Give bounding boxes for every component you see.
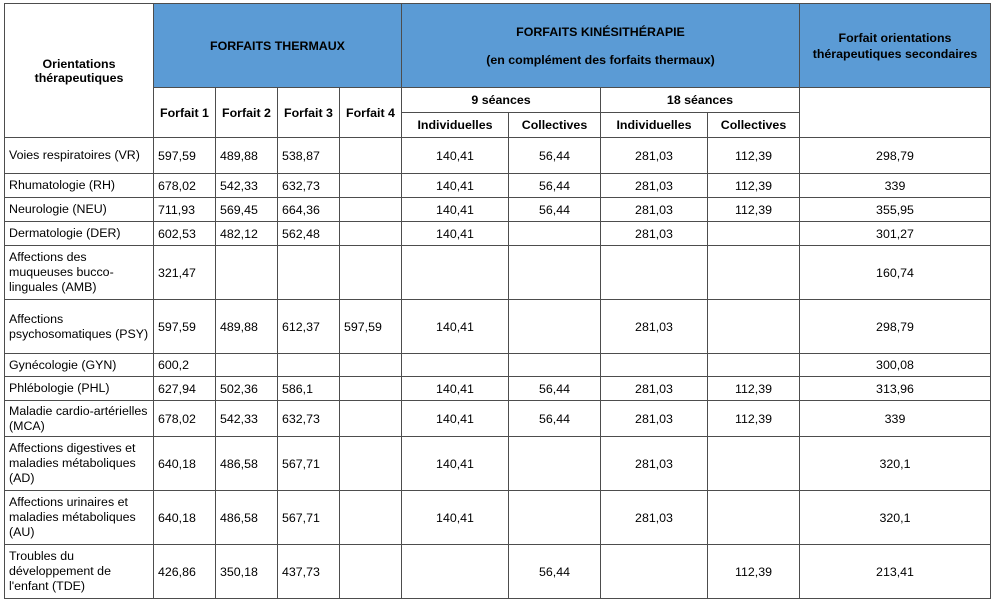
- thermal-value-3: [278, 354, 340, 377]
- kine-value-1: [402, 545, 509, 599]
- secondary-value: 339: [800, 174, 991, 198]
- thermal-value-2: [216, 246, 278, 300]
- thermal-value-2: 486,58: [216, 491, 278, 545]
- thermal-value-4: [340, 545, 402, 599]
- kine-value-2: 56,44: [509, 138, 601, 174]
- secondary-value: 313,96: [800, 377, 991, 401]
- row-label: Affections urinaires et maladies métaboliques (AU): [5, 491, 154, 545]
- orientation-header: Orientations thérapeutiques: [5, 4, 154, 138]
- thermal-value-2: 482,12: [216, 222, 278, 246]
- kine-col-4: Collectives: [708, 113, 800, 138]
- thermal-value-3: 437,73: [278, 545, 340, 599]
- thermal-value-4: [340, 401, 402, 437]
- thermal-value-3: 586,1: [278, 377, 340, 401]
- thermal-col-2: Forfait 2: [216, 88, 278, 138]
- kine-value-3: 281,03: [601, 491, 708, 545]
- kine-value-3: 281,03: [601, 174, 708, 198]
- thermal-value-3: 567,71: [278, 437, 340, 491]
- thermal-value-2: 489,88: [216, 300, 278, 354]
- thermal-value-2: 350,18: [216, 545, 278, 599]
- kine-value-4: 112,39: [708, 138, 800, 174]
- thermal-value-1: 711,93: [154, 198, 216, 222]
- tariff-table: [4, 3, 991, 599]
- kine-value-2: [509, 491, 601, 545]
- kine-subtitle: (en complément des forfaits thermaux): [486, 52, 715, 67]
- kine-value-3: 281,03: [601, 300, 708, 354]
- table-row: [5, 138, 991, 174]
- kine-value-3: 281,03: [601, 198, 708, 222]
- kine-value-2: [509, 437, 601, 491]
- thermal-header: FORFAITS THERMAUX: [154, 4, 402, 88]
- secondary-value: 160,74: [800, 246, 991, 300]
- thermal-value-1: 678,02: [154, 174, 216, 198]
- session-group-9: 9 séances: [402, 88, 601, 113]
- table-row: [5, 545, 991, 599]
- kine-value-1: [402, 354, 509, 377]
- thermal-value-4: [340, 354, 402, 377]
- thermal-value-2: 542,33: [216, 174, 278, 198]
- table-row: [5, 222, 991, 246]
- thermal-value-1: 678,02: [154, 401, 216, 437]
- row-label: Rhumatologie (RH): [5, 174, 154, 198]
- row-label: Affections psychosomatiques (PSY): [5, 300, 154, 354]
- kine-value-1: 140,41: [402, 437, 509, 491]
- kine-value-1: 140,41: [402, 300, 509, 354]
- row-label: Dermatologie (DER): [5, 222, 154, 246]
- kine-value-3: 281,03: [601, 138, 708, 174]
- table-row: [5, 437, 991, 491]
- thermal-value-4: [340, 491, 402, 545]
- secondary-header: Forfait orientations thérapeutiques secondaires: [800, 4, 991, 88]
- kine-value-1: 140,41: [402, 198, 509, 222]
- thermal-col-3: Forfait 3: [278, 88, 340, 138]
- kine-value-2: [509, 354, 601, 377]
- thermal-value-4: [340, 222, 402, 246]
- secondary-value: 339: [800, 401, 991, 437]
- secondary-value: 213,41: [800, 545, 991, 599]
- row-label: Phlébologie (PHL): [5, 377, 154, 401]
- kine-value-4: [708, 300, 800, 354]
- row-label: Affections des muqueuses bucco-linguales (AMB): [5, 246, 154, 300]
- thermal-value-3: 664,36: [278, 198, 340, 222]
- thermal-value-2: 542,33: [216, 401, 278, 437]
- table-row: [5, 300, 991, 354]
- thermal-value-1: 602,53: [154, 222, 216, 246]
- kine-value-2: 56,44: [509, 198, 601, 222]
- kine-col-3: Individuelles: [601, 113, 708, 138]
- secondary-value: 320,1: [800, 437, 991, 491]
- kine-value-4: 112,39: [708, 377, 800, 401]
- secondary-value: 355,95: [800, 198, 991, 222]
- kine-value-2: 56,44: [509, 545, 601, 599]
- kine-value-4: 112,39: [708, 401, 800, 437]
- kine-value-1: 140,41: [402, 174, 509, 198]
- thermal-value-4: 597,59: [340, 300, 402, 354]
- thermal-value-1: 600,2: [154, 354, 216, 377]
- kine-col-1: Individuelles: [402, 113, 509, 138]
- thermal-value-2: 502,36: [216, 377, 278, 401]
- row-label: Gynécologie (GYN): [5, 354, 154, 377]
- thermal-value-4: [340, 377, 402, 401]
- kine-value-3: 281,03: [601, 377, 708, 401]
- session-group-18: 18 séances: [601, 88, 800, 113]
- table-row: [5, 174, 991, 198]
- thermal-value-2: 489,88: [216, 138, 278, 174]
- kine-value-1: [402, 246, 509, 300]
- table-row: [5, 198, 991, 222]
- table-row: [5, 246, 991, 300]
- thermal-value-4: [340, 246, 402, 300]
- kine-value-4: [708, 491, 800, 545]
- kine-title: FORFAITS KINÉSITHÉRAPIE: [516, 24, 685, 39]
- row-label: Voies respiratoires (VR): [5, 138, 154, 174]
- kine-value-2: 56,44: [509, 377, 601, 401]
- kine-value-3: [601, 354, 708, 377]
- thermal-value-4: [340, 198, 402, 222]
- thermal-value-3: [278, 246, 340, 300]
- kine-value-2: [509, 246, 601, 300]
- kine-value-4: 112,39: [708, 545, 800, 599]
- secondary-value: 300,08: [800, 354, 991, 377]
- thermal-value-2: 569,45: [216, 198, 278, 222]
- kine-header: [402, 4, 800, 88]
- kine-value-4: [708, 246, 800, 300]
- kine-value-4: [708, 354, 800, 377]
- kine-value-1: 140,41: [402, 222, 509, 246]
- kine-value-3: 281,03: [601, 401, 708, 437]
- thermal-value-3: 567,71: [278, 491, 340, 545]
- thermal-value-2: 486,58: [216, 437, 278, 491]
- secondary-header-blank: [800, 88, 991, 138]
- thermal-value-1: 597,59: [154, 300, 216, 354]
- secondary-value: 320,1: [800, 491, 991, 545]
- kine-value-1: 140,41: [402, 138, 509, 174]
- row-label: Troubles du développement de l'enfant (TDE): [5, 545, 154, 599]
- kine-col-2: Collectives: [509, 113, 601, 138]
- kine-value-4: [708, 437, 800, 491]
- table-row: [5, 377, 991, 401]
- secondary-value: 298,79: [800, 138, 991, 174]
- kine-value-1: 140,41: [402, 491, 509, 545]
- kine-value-2: [509, 300, 601, 354]
- row-label: Neurologie (NEU): [5, 198, 154, 222]
- table-row: [5, 491, 991, 545]
- thermal-value-1: 640,18: [154, 437, 216, 491]
- thermal-col-4: Forfait 4: [340, 88, 402, 138]
- thermal-value-3: 632,73: [278, 174, 340, 198]
- row-label: Maladie cardio-artérielles (MCA): [5, 401, 154, 437]
- thermal-value-4: [340, 138, 402, 174]
- kine-value-2: [509, 222, 601, 246]
- kine-value-1: 140,41: [402, 401, 509, 437]
- thermal-value-1: 321,47: [154, 246, 216, 300]
- table-row: [5, 354, 991, 377]
- kine-value-3: [601, 246, 708, 300]
- kine-value-4: [708, 222, 800, 246]
- table-row: [5, 401, 991, 437]
- kine-value-2: 56,44: [509, 174, 601, 198]
- kine-value-3: 281,03: [601, 437, 708, 491]
- kine-value-3: [601, 545, 708, 599]
- thermal-value-3: 612,37: [278, 300, 340, 354]
- row-label: Affections digestives et maladies métaboliques (AD): [5, 437, 154, 491]
- kine-value-4: 112,39: [708, 198, 800, 222]
- thermal-value-3: 562,48: [278, 222, 340, 246]
- secondary-value: 298,79: [800, 300, 991, 354]
- kine-value-3: 281,03: [601, 222, 708, 246]
- thermal-value-1: 627,94: [154, 377, 216, 401]
- thermal-value-1: 426,86: [154, 545, 216, 599]
- thermal-col-1: Forfait 1: [154, 88, 216, 138]
- thermal-value-3: 538,87: [278, 138, 340, 174]
- thermal-value-3: 632,73: [278, 401, 340, 437]
- thermal-value-4: [340, 437, 402, 491]
- kine-value-1: 140,41: [402, 377, 509, 401]
- thermal-value-2: [216, 354, 278, 377]
- kine-value-2: 56,44: [509, 401, 601, 437]
- thermal-value-1: 597,59: [154, 138, 216, 174]
- thermal-value-1: 640,18: [154, 491, 216, 545]
- thermal-value-4: [340, 174, 402, 198]
- kine-value-4: 112,39: [708, 174, 800, 198]
- secondary-value: 301,27: [800, 222, 991, 246]
